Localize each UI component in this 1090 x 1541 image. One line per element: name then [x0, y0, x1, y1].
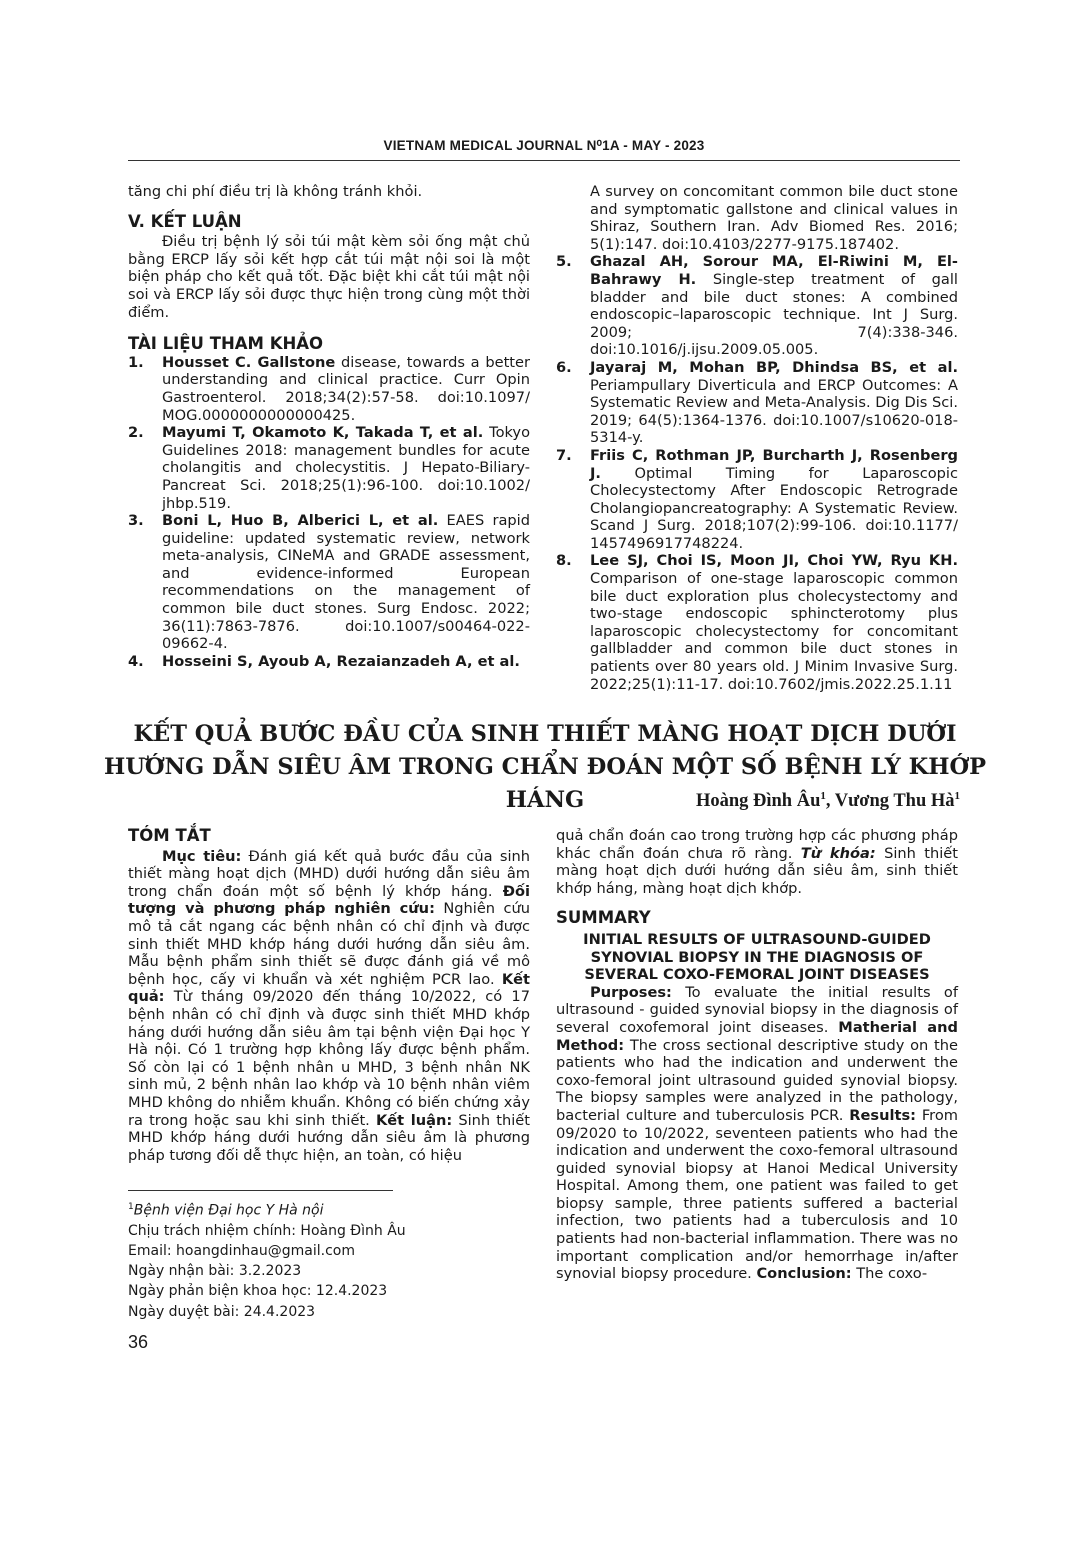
- footnote-affiliation: $^1$Bệnh viện Đại học Y Hà nội: [128, 1202, 324, 1219]
- conclusion-heading: V. KẾT LUẬN: [128, 211, 242, 231]
- footnote-accepted: Ngày duyệt bài: 24.4.2023: [128, 1303, 316, 1320]
- journal-header: VIETNAM MEDICAL JOURNAL N⁰1A - MAY - 2023: [383, 138, 705, 153]
- reference-item: 8. Lee SJ, Choi IS, Moon JI, Choi YW, Ryu KH. Comparison of one-stage laparoscopic common bile duct exploration plus cholecystectomy and two-stage endoscopic sphincterotomy plus laparoscopic cholecystectomy for concomitant gallbladder and common bile duct stones in patients over 80 years old. J Minim Invasive Surg. 2022;25(1):11-17. doi:10.7602/jmis.2022.25.1.11: [556, 552, 958, 693]
- abstract-paragraph: Mục tiêu: Đánh giá kết quả bước đầu của sinh thiết màng hoạt dịch (MHD) dưới hướng dẫn siêu âm trong chẩn đoán một số bệnh lý khớp háng. Đối tượng và phương pháp nghiên cứu: Nghiên cứu mô tả cắt ngang các bệnh nhân có chỉ định và được sinh thiết MHD khớp háng dưới hướng dẫn siêu âm. Mẫu bệnh phẩm sinh thiết sẽ được đánh giá về mô bệnh học, cấy vi khuẩn và xét nghiệm PCR lao. Kết quả: Từ tháng 09/2020 đến tháng 10/2022, có 17 bệnh nhân có chỉ định và được sinh thiết MHD khớp háng dưới hướng dẫn siêu âm tại bệnh viện Đại học Y Hà nội. Có 1 trường hợp không lấy được bệnh phẩm. Số còn lại có 1 bệnh nhân u MHD, 3 bệnh nhân NK sinh mủ, 2 bệnh nhân lao khớp và 10 bệnh nhân viêm MHD không do nhiễm khuẩn. Không có biến chứng xảy ra trong hoặc sau khi sinh thiết. Kết luận: Sinh thiết MHD khớp háng dưới hướng dẫn siêu âm là phương pháp tương đối dễ thực hiện, an toàn, có hiệu: [128, 847, 531, 1164]
- abstract-continued-and-summary: [556, 827, 958, 1283]
- author-name: Hoàng Đình Âu: [695, 791, 821, 812]
- abstract-heading: TÓM TẮT: [128, 826, 211, 845]
- summary-title: INITIAL RESULTS OF ULTRASOUND-GUIDED SYNOVIAL BIOPSY IN THE DIAGNOSIS OF SEVERAL COXO-FEMORAL JOINT DISEASES: [583, 930, 931, 984]
- reference-item: 4. Hosseini S, Ayoub A, Rezaianzadeh A, et al.: [128, 652, 520, 670]
- left-column-top: [128, 183, 530, 670]
- article-title-line2: HƯỚNG DẪN SIÊU ÂM TRONG CHẨN ĐOÁN MỘT SỐ BỆNH LÝ KHỚP HÁNG: [103, 754, 987, 813]
- author-affiliation-mark: 1: [820, 790, 826, 802]
- right-column-top: [556, 183, 958, 693]
- reference-item: 2. Mayumi T, Okamoto K, Takada T, et al. Tokyo Guidelines 2018: management bundles for acute cholangitis and cholecystitis. J Hepato-Biliary-Pancreat Sci. 2018;25(1):96-100. doi:10.1002/ jhbp.519.: [128, 424, 530, 512]
- continued-paragraph: tăng chi phí điều trị là không tránh khỏi.: [128, 183, 423, 200]
- author-name: Vương Thu Hà: [834, 791, 955, 812]
- references-heading: TÀI LIỆU THAM KHẢO: [128, 334, 324, 354]
- footnotes: [128, 1197, 406, 1322]
- reference-list-right: [556, 183, 958, 693]
- reference-list-left: [128, 354, 530, 671]
- abstract-continued: quả chẩn đoán cao trong trường hợp các phương pháp khác chẩn đoán chưa rõ ràng. Từ khóa: Sinh thiết màng hoạt dịch dưới hướng dẫn siêu âm, sinh thiết khớp háng, màng hoạt dịch khớp.: [556, 827, 958, 897]
- summary-heading: SUMMARY: [556, 908, 651, 928]
- reference-item: 1. Housset C. Gallstone disease, towards a better understanding and clinical practice. Curr Opin Gastroenterol. 2018;34(2):57-58. doi:10.1097/ MOG.0000000000000425.: [128, 353, 530, 424]
- reference-item: 3. Boni L, Huo B, Alberici L, et al. EAES rapid guideline: updated systematic review, network meta-analysis, CINeMA and GRADE assessment, and evidence-informed European recommendations on the management of common bile duct stones. Surg Endosc. 2022; 36(11):7863-7876. doi:10.1007/s00464-022-09662-4.: [128, 512, 530, 653]
- conclusion-paragraph: Điều trị bệnh lý sỏi túi mật kèm sỏi ống mật chủ bằng ERCP lấy sỏi kết hợp cắt túi mật nội soi là một biện pháp cho kết quả tốt. Đặc biệt khi cắt túi mật nội soi và ERCP lấy sỏi được thực hiện trong cùng một thời điểm.: [128, 233, 530, 321]
- article-title-line1: KẾT QUẢ BƯỚC ĐẦU CỦA SINH THIẾT MÀNG HOẠT DỊCH DƯỚI: [133, 721, 957, 747]
- footnote-rule: [128, 1190, 393, 1191]
- reference-item: 7. Friis C, Rothman JP, Burcharth J, Rosenberg J. Optimal Timing for Laparoscopic Cholecystectomy After Endoscopic Retrograde Cholangiopancreatography: A Systematic Review. Scand J Surg. 2018;107(2):99-106. doi:10.1177/ 1457496917748224.: [556, 446, 958, 552]
- article-authors: Hoàng Đình $Âu^1$, Vương Thu $Hà^1$: [695, 790, 960, 812]
- reference-item: 5. Ghazal AH, Sorour MA, El-Riwini M, El-Bahrawy H. Single-step treatment of gall bladder and bile duct stones: A combined endoscopic–laparoscopic technique. Int J Surg. 2009; 7(4):338-346. doi:10.1016/j.ijsu.2009.05.005.: [556, 253, 958, 359]
- author-affiliation-mark: 1: [954, 790, 960, 802]
- header-rule: [128, 160, 960, 161]
- reference-item-continued: A survey on concomitant common bile duct stone and symptomatic gallstone and clinical values in Shiraz, Southern Iran. Adv Biomed Res. 2016; 5(1):147. doi:10.4103/2277-9175.187402.: [590, 183, 958, 253]
- summary-paragraph: Purposes: To evaluate the initial results of ultrasound - guided synovial biopsy in the diagnosis of several coxofemoral joint diseases. Matherial and Method: The cross sectional descriptive study on the patients who had the indication and underwent the coxo-femoral joint ultrasound guided synovial biopsy. The biopsy samples were analyzed in the pathology, bacterial culture and tuberculosis PCR. Results: From 09/2020 to 10/2022, seventeen patients who had the indication and underwent the coxo-femoral ultrasound guided synovial biopsy at Hanoi Medical University Hospital. Among them, one patient was failed to get biopsy sample, three patients suffered a bacterial infection, two patients had a tuberculosis and 10 patients had non-bacterial inflammation. There was no important complication and/or hemorrhage in/after synovial biopsy procedure. Conclusion: The coxo-: [556, 983, 959, 1283]
- footnote-responsible: Chịu trách nhiệm chính: Hoàng Đình Âu: [128, 1222, 406, 1239]
- footnote-reviewed: Ngày phản biện khoa học: 12.4.2023: [128, 1283, 388, 1300]
- abstract-vi: [128, 827, 530, 1164]
- footnote-received: Ngày nhận bài: 3.2.2023: [128, 1263, 302, 1280]
- page-number: 36: [128, 1332, 149, 1352]
- reference-item: 6. Jayaraj M, Mohan BP, Dhindsa BS, et al. Periampullary Diverticula and ERCP Outcomes: A Systematic Review and Meta-Analysis. Dig Dis Sci. 2019; 64(5):1364-1376. doi:10.1007/s10620-018-5314-y.: [556, 358, 958, 447]
- footnote-email: Email: hoangdinhau@gmail.com: [128, 1243, 355, 1260]
